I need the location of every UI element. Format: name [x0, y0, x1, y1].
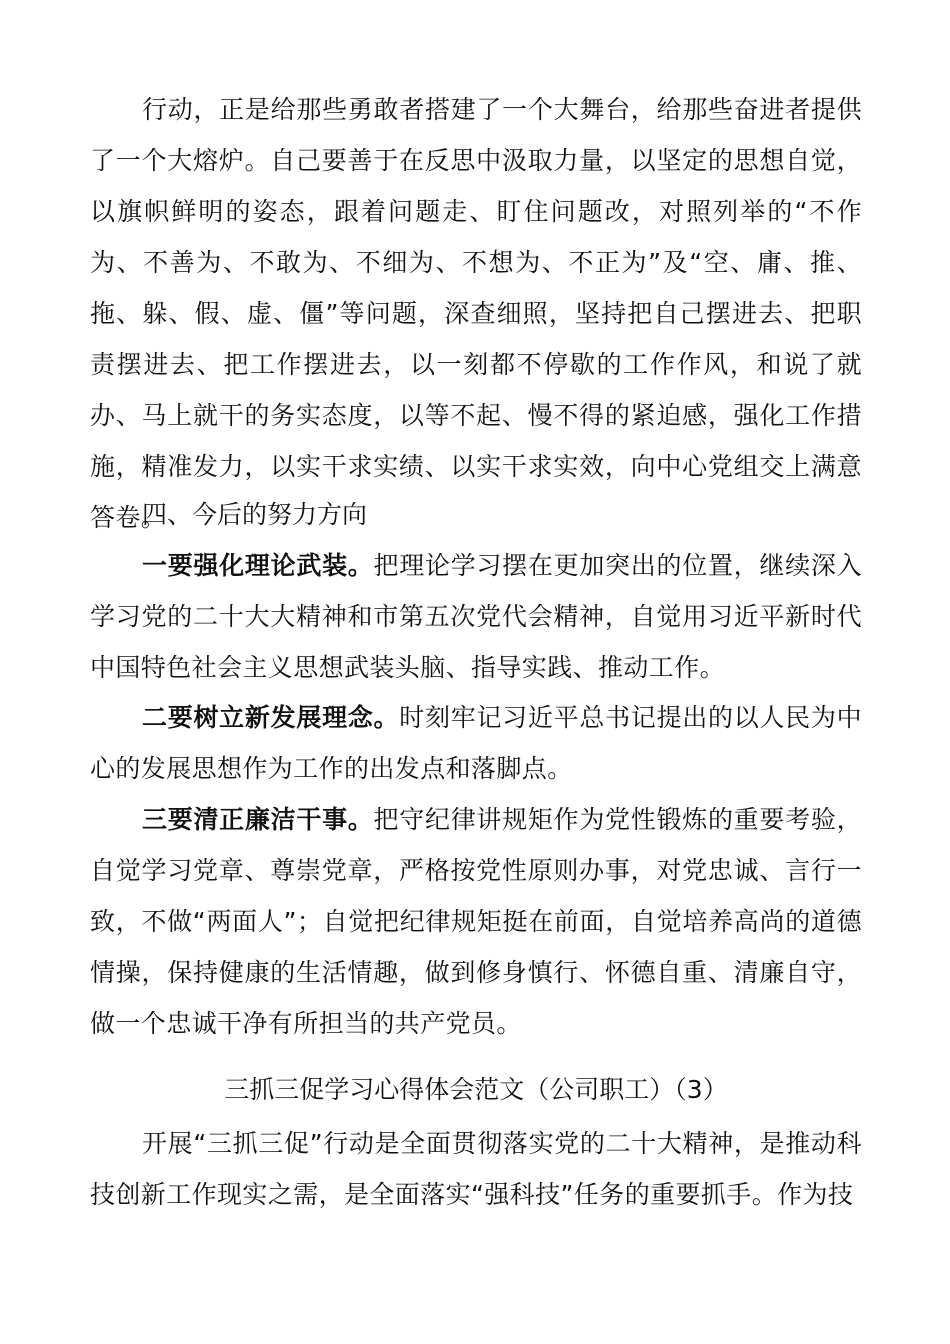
item-lead: 二要树立新发展理念。 — [142, 703, 400, 732]
item-text: 把理论学习摆在更加突出的位置，继续深入学习党的二十大大精神和市第五次党代会精神，自觉用习近平新时代中国特色社会主义思想武装头脑、指导实践、推动工作。 — [90, 551, 862, 682]
item-development-concept — [90, 692, 862, 794]
item-lead: 三要清正廉洁干事。 — [142, 805, 374, 834]
article-title: 三抓三促学习心得体会范文（公司职工）（3） — [224, 1075, 728, 1104]
item-text: 把守纪律讲规矩作为党性锻炼的重要考验，自觉学习党章、尊崇党章，严格按党性原则办事，对党忠诚、言行一致，不做“两面人”；自觉把纪律规矩挺在前面，自觉培养高尚的道德情操，保持健康的生活情趣，做到修身慎行、怀德自重、清廉自守，做一个忠诚干净有所担当的共产党员。 — [90, 805, 862, 1038]
item-integrity — [90, 794, 862, 1049]
item-theory-study — [90, 540, 862, 693]
section-heading: 四、今后的努力方向 — [142, 500, 368, 529]
paragraph-opening — [90, 1118, 862, 1220]
paragraph-action-stage — [90, 84, 862, 543]
item-lead: 一要强化理论武装。 — [142, 551, 374, 580]
item-text: 时刻牢记习近平总书记提出的以人民为中心的发展思想作为工作的出发点和落脚点。 — [90, 703, 862, 783]
paragraph-text: 开展“三抓三促”行动是全面贯彻落实党的二十大精神，是推动科技创新工作现实之需，是全面落实“强科技”任务的重要抓手。作为技 — [90, 1129, 862, 1209]
paragraph-text: 行动，正是给那些勇敢者搭建了一个大舞台，给那些奋进者提供了一个大熔炉。自己要善于在反思中汲取力量，以坚定的思想自觉，以旗帜鲜明的姿态，跟着问题走、盯住问题改，对照列举的“不作为、不善为、不敢为、不细为、不想为、不正为”及“空、庸、推、拖、躲、假、虚、僵”等问题，深查细照，坚持把自己摆进去、把职责摆进去、把工作摆进去，以一刻都不停歇的工作作风，和说了就办、马上就干的务实态度，以等不起、慢不得的紧迫感，强化工作措施，精准发力，以实干求实绩、以实干求实效，向中心党组交上满意答卷。 — [90, 95, 862, 532]
